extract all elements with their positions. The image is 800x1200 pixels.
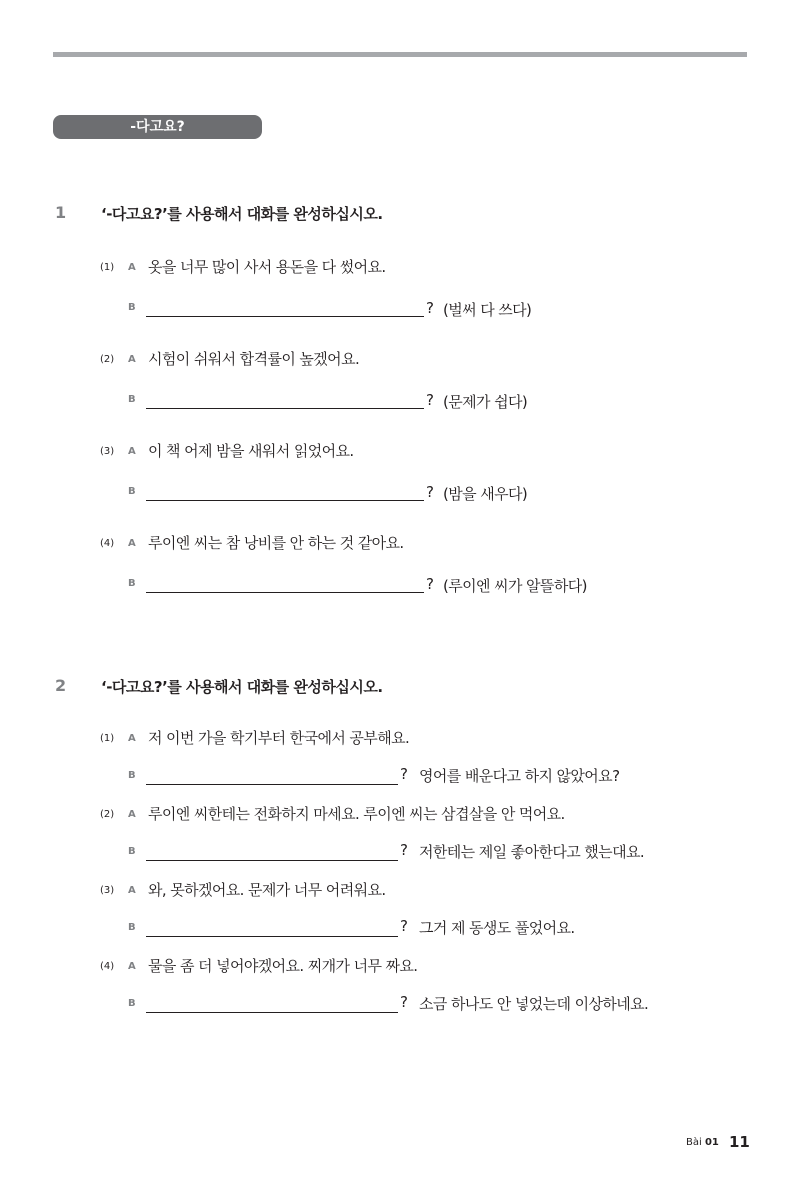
speaker-b-label: B: [128, 394, 136, 405]
hint-text: (루이엔 씨가 알뜰하다): [443, 577, 587, 595]
speaker-a-text: 와, 못하겠어요. 문제가 너무 어려워요.: [148, 881, 386, 899]
answer-blank[interactable]: [146, 316, 424, 317]
speaker-a-text: 시험이 쉬워서 합격률이 높겠어요.: [148, 350, 360, 368]
speaker-b-label: B: [128, 998, 136, 1009]
answer-blank[interactable]: [146, 936, 398, 937]
speaker-a-text: 옷을 너무 많이 사서 용돈을 다 썼어요.: [148, 258, 386, 276]
grammar-tag: -다고요?: [53, 115, 262, 139]
speaker-a-text: 저 이번 가을 학기부터 한국에서 공부해요.: [148, 729, 410, 747]
section-instruction: ‘-다고요?’를 사용해서 대화를 완성하십시오.: [101, 678, 383, 696]
speaker-b-label: B: [128, 922, 136, 933]
speaker-a-text: 물을 좀 더 넣어야겠어요. 찌개가 너무 짜요.: [148, 957, 418, 975]
question-mark: ?: [400, 993, 408, 1011]
speaker-a-label: A: [128, 538, 136, 549]
answer-blank[interactable]: [146, 860, 398, 861]
question-mark: ?: [400, 917, 408, 935]
hint-text: 그거 제 동생도 풀었어요.: [419, 919, 575, 937]
speaker-a-label: A: [128, 262, 136, 273]
item-number: (1): [100, 733, 115, 744]
question-mark: ?: [426, 483, 434, 501]
hint-text: (문제가 쉽다): [443, 393, 528, 411]
hint-text: (밤을 새우다): [443, 485, 528, 503]
item-number: (1): [100, 262, 115, 273]
speaker-a-label: A: [128, 354, 136, 365]
speaker-a-label: A: [128, 809, 136, 820]
lesson-label: [686, 1137, 719, 1148]
question-mark: ?: [426, 575, 434, 593]
item-number: (3): [100, 885, 115, 896]
answer-blank[interactable]: [146, 784, 398, 785]
page-number: 11: [729, 1133, 750, 1151]
speaker-b-label: B: [128, 770, 136, 781]
item-number: (2): [100, 809, 115, 820]
speaker-a-label: A: [128, 446, 136, 457]
hint-text: 소금 하나도 안 넣었는데 이상하네요.: [419, 995, 649, 1013]
speaker-a-label: A: [128, 885, 136, 896]
item-number: (4): [100, 961, 115, 972]
speaker-b-label: B: [128, 846, 136, 857]
top-rule: [53, 52, 747, 57]
speaker-b-label: B: [128, 302, 136, 313]
question-mark: ?: [400, 841, 408, 859]
speaker-a-label: A: [128, 733, 136, 744]
item-number: (2): [100, 354, 115, 365]
question-mark: ?: [426, 299, 434, 317]
hint-text: 영어를 배운다고 하지 않았어요?: [419, 767, 620, 785]
answer-blank[interactable]: [146, 408, 424, 409]
answer-blank[interactable]: [146, 592, 424, 593]
question-mark: ?: [400, 765, 408, 783]
lesson-number: 01: [704, 1137, 719, 1148]
speaker-a-text: 루이엔 씨는 참 낭비를 안 하는 것 같아요.: [148, 534, 404, 552]
speaker-b-label: B: [128, 486, 136, 497]
section-number: 2: [55, 676, 67, 695]
answer-blank[interactable]: [146, 500, 424, 501]
answer-blank[interactable]: [146, 1012, 398, 1013]
section-instruction: ‘-다고요?’를 사용해서 대화를 완성하십시오.: [101, 205, 383, 223]
lesson-prefix: Bài: [686, 1137, 702, 1148]
question-mark: ?: [426, 391, 434, 409]
speaker-a-text: 루이엔 씨한테는 전화하지 마세요. 루이엔 씨는 삼겹살을 안 먹어요.: [148, 805, 565, 823]
speaker-b-label: B: [128, 578, 136, 589]
hint-text: (벌써 다 쓰다): [443, 301, 532, 319]
item-number: (4): [100, 538, 115, 549]
hint-text: 저한테는 제일 좋아한다고 했는대요.: [419, 843, 645, 861]
section-number: 1: [55, 203, 67, 222]
speaker-a-text: 이 책 어제 밤을 새워서 읽었어요.: [148, 442, 354, 460]
item-number: (3): [100, 446, 115, 457]
speaker-a-label: A: [128, 961, 136, 972]
